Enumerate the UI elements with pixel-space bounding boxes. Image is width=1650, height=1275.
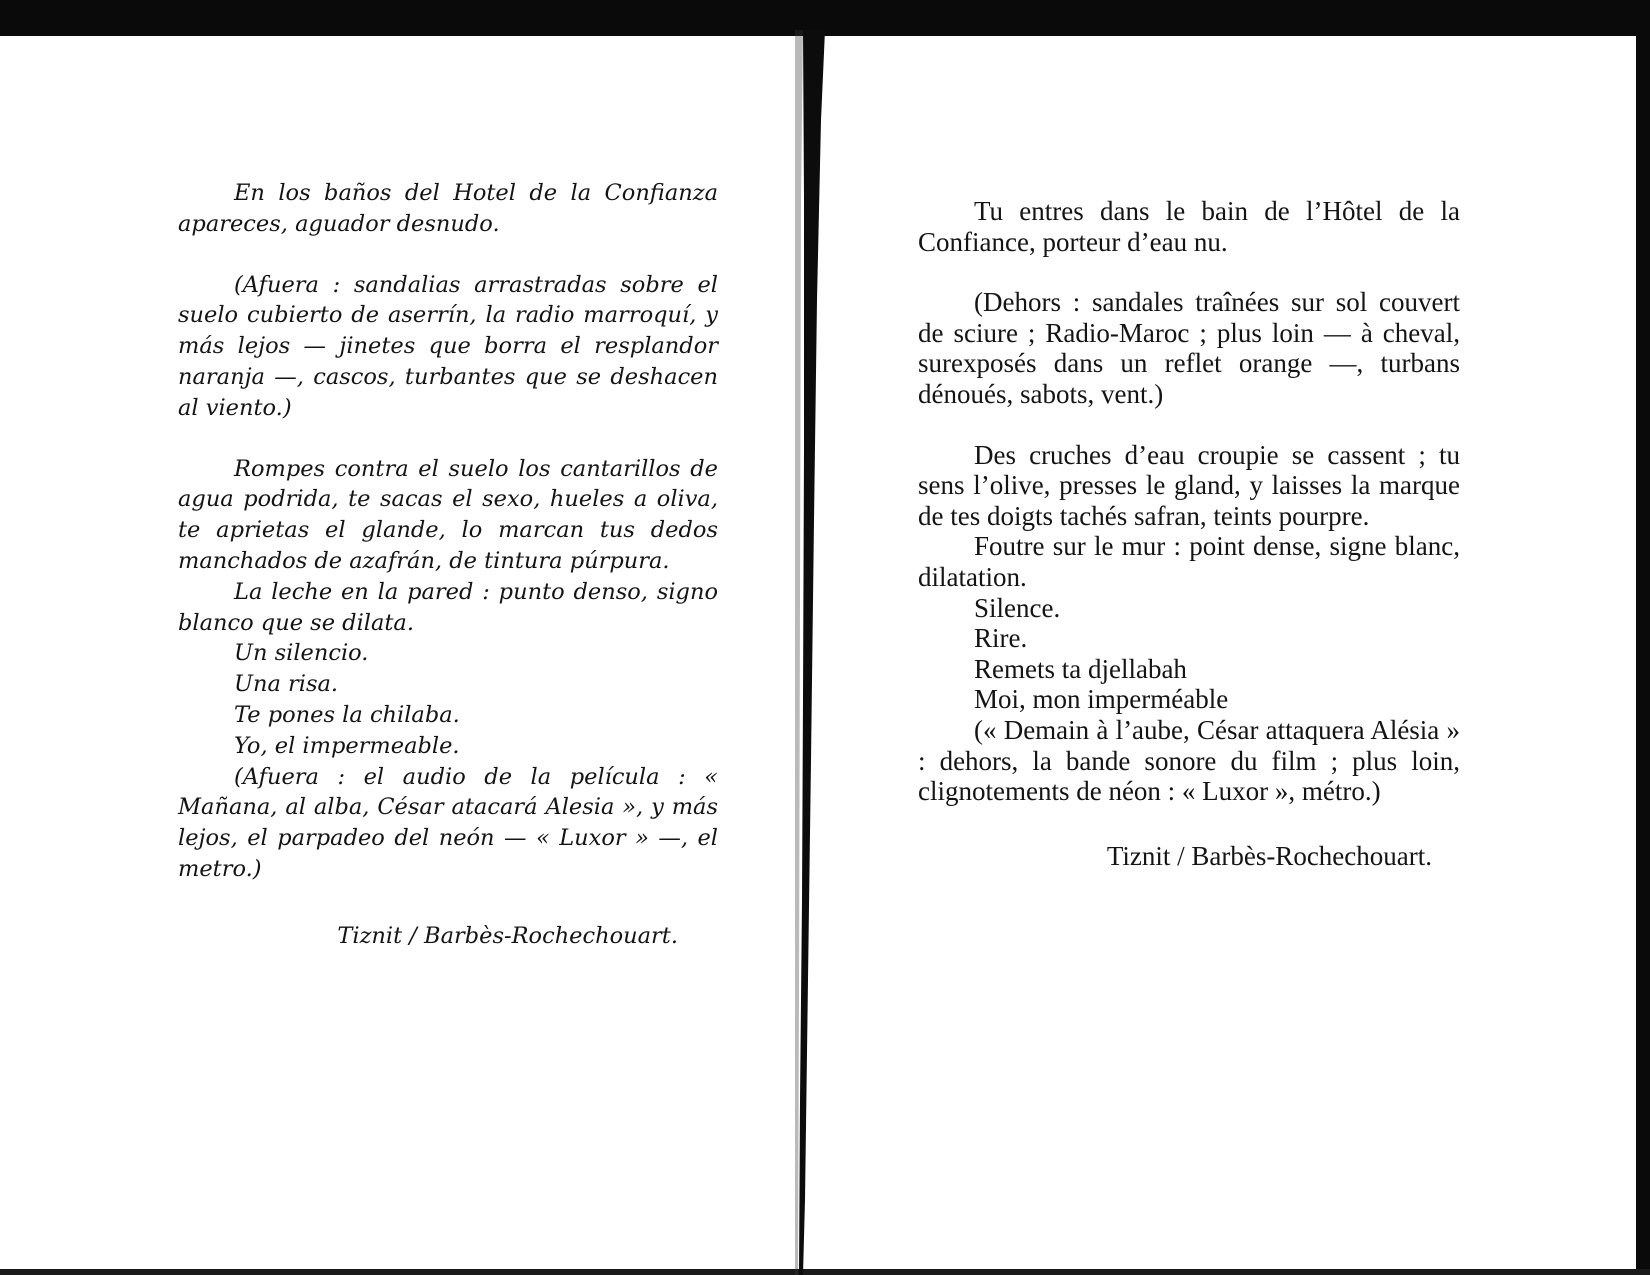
right-line-2: Rire. bbox=[974, 623, 1028, 654]
left-line-1: Un silencio. bbox=[234, 640, 369, 667]
left-paragraph-3: Rompes contra el suelo los cantarillos de agua podrida, te sacas el sexo, hueles a oliva, te aprietas el glande, lo marcan tus dedos manchados de azafrán, de tintura púrpura. bbox=[178, 455, 718, 574]
book-gutter bbox=[795, 0, 835, 1275]
right-paragraph-1: Tu entres dans le bain de l’Hôtel de la Confiance, porteur d’eau nu. bbox=[918, 196, 1460, 257]
left-line-4: Yo, el impermeable. bbox=[234, 732, 460, 759]
scan-right-border bbox=[1636, 0, 1650, 1275]
left-paragraph-4: La leche en la pared : punto denso, signo blanco que se dilata. bbox=[178, 578, 718, 636]
left-signature: Tiznit / Barbès-Rochechouart. bbox=[337, 922, 678, 949]
left-paragraph-5: (Afuera : el audio de la película : « Mañana, al alba, César atacará Alesia », y más lejos, el parpadeo del neón — « Luxor » —, el metro.) bbox=[178, 763, 718, 882]
left-line-3: Te pones la chilaba. bbox=[234, 701, 460, 728]
left-paragraph-1: En los baños del Hotel de la Confianza apareces, aguador desnudo. bbox=[178, 180, 718, 237]
left-line-2: Una risa. bbox=[234, 671, 339, 698]
right-signature: Tiznit / Barbès-Rochechouart. bbox=[1106, 840, 1432, 871]
right-paragraph-3: Des cruches d’eau croupie se cassent ; tu sens l’olive, presses le gland, y laisses la marque de tes doigts tachés safran, teints pourpre. bbox=[918, 439, 1460, 531]
right-line-3: Remets ta djellabah bbox=[974, 653, 1187, 684]
left-page-text bbox=[178, 178, 718, 952]
right-page-text bbox=[918, 196, 1460, 871]
right-paragraph-2: (Dehors : sandales traînées sur sol couvert de sciure ; Radio-Maroc ; plus loin — à cheval, surexposés dans un reflet orange —, turbans dénoués, sabots, vent.) bbox=[918, 287, 1460, 409]
right-paragraph-5: (« Demain à l’aube, César attaquera Alésia » : dehors, la bande sonore du film ; plus loin, clignotements de néon : « Luxor », métro.) bbox=[918, 714, 1460, 807]
right-line-1: Silence. bbox=[974, 592, 1061, 623]
right-paragraph-4: Foutre sur le mur : point dense, signe blanc, dilatation. bbox=[918, 531, 1460, 592]
left-paragraph-2: (Afuera : sandalias arrastradas sobre el suelo cubierto de aserrín, la radio marroquí, y más lejos — jinetes que borra el resplandor naranja —, cascos, turbantes que se deshacen al viento.) bbox=[178, 271, 718, 421]
right-line-4: Moi, mon imperméable bbox=[974, 684, 1229, 715]
gutter-shadow bbox=[795, 0, 835, 1275]
